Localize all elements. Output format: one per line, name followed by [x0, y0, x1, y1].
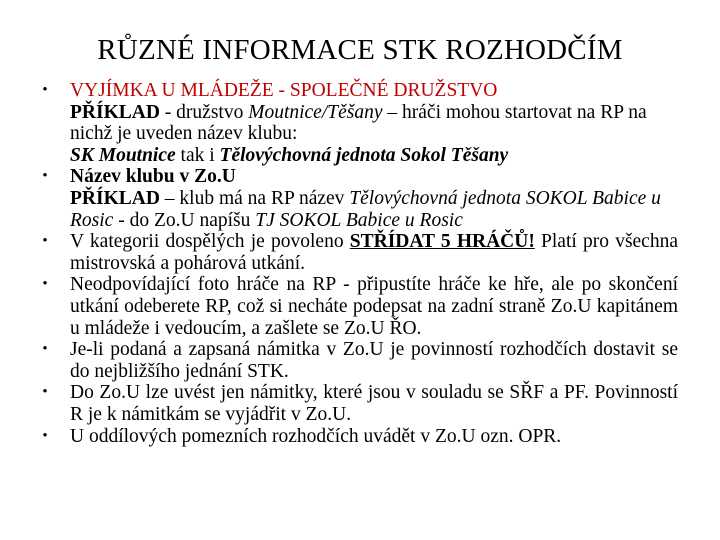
example-mid: - do Zo.U napíšu: [113, 209, 256, 231]
bullet-item-photo: [38, 274, 678, 339]
bullet-item-opr: [38, 426, 678, 448]
example-clubs: [70, 145, 678, 167]
bullet-item-objection-rules: [38, 382, 678, 425]
bullet-icon: •: [42, 233, 48, 250]
bullet-item-youth-exception: [38, 80, 678, 166]
example-pre: – klub má na RP název: [159, 187, 350, 209]
bullet-item-club-name: [38, 166, 678, 231]
bullet-item-objection: [38, 339, 678, 382]
bullet-list: [38, 80, 678, 447]
item-text: Je-li podaná a zapsaná námitka v Zo.U je povinností rozhodčích dostavit se do nejbližšího jednání STK.: [70, 339, 678, 382]
bullet-icon: •: [42, 168, 48, 185]
example-label: PŘÍKLAD: [70, 187, 160, 209]
example-text: [70, 188, 678, 231]
example-text: [70, 102, 678, 145]
item-text: Neodpovídající foto hráče na RP - připustíte hráče ke hře, ale po skončení utkání odeberete RP, což si necháte podepsat na zadní straně Zo.U kapitánem u mládeže i vedoucím, a zašlete se Zo.U ŘO.: [70, 274, 678, 339]
example-name: Tělovýchovná jednota SOKOL Babice u Rosic: [70, 187, 661, 231]
club-b: Tělovýchovná jednota Sokol Těšany: [219, 144, 509, 166]
bullet-icon: •: [42, 82, 48, 98]
club-join: tak i: [175, 144, 220, 166]
example-team: Moutnice/Těšany: [248, 101, 383, 123]
item-emphasis: STŘÍDAT 5 HRÁČŮ!: [349, 231, 535, 253]
bullet-icon: •: [42, 427, 48, 444]
example-label: PŘÍKLAD: [70, 101, 160, 123]
club-a: SK Moutnice: [70, 144, 176, 166]
item-heading: Název klubu v Zo.U: [70, 166, 236, 188]
example-post: – hráči mohou startovat na RP na nichž je uveden název klubu:: [70, 101, 647, 145]
bullet-icon: •: [42, 341, 48, 358]
slide-title: RŮZNÉ INFORMACE STK ROZHODČÍM: [97, 34, 623, 66]
bullet-item-substitutions: [38, 231, 678, 274]
item-text: U oddílových pomezních rozhodčích uvádět v Zo.U ozn. OPR.: [70, 425, 562, 447]
item-heading: VYJÍMKA U MLÁDEŽE - SPOLEČNÉ DRUŽSTVO: [70, 80, 498, 101]
item-text-post: Platí pro všechna mistrovská a pohárová utkání.: [70, 231, 678, 274]
item-text: Do Zo.U lze uvést jen námitky, které jsou v souladu se SŘF a PF. Povinností R je k námitkám se vyjádřit v Zo.U.: [70, 382, 678, 425]
item-text-pre: V kategorii dospělých je povoleno: [70, 231, 350, 253]
example-short: TJ SOKOL Babice u Rosic: [255, 209, 463, 231]
bullet-icon: •: [42, 276, 48, 293]
bullet-icon: •: [42, 384, 48, 401]
example-pre: - družstvo: [159, 101, 249, 123]
